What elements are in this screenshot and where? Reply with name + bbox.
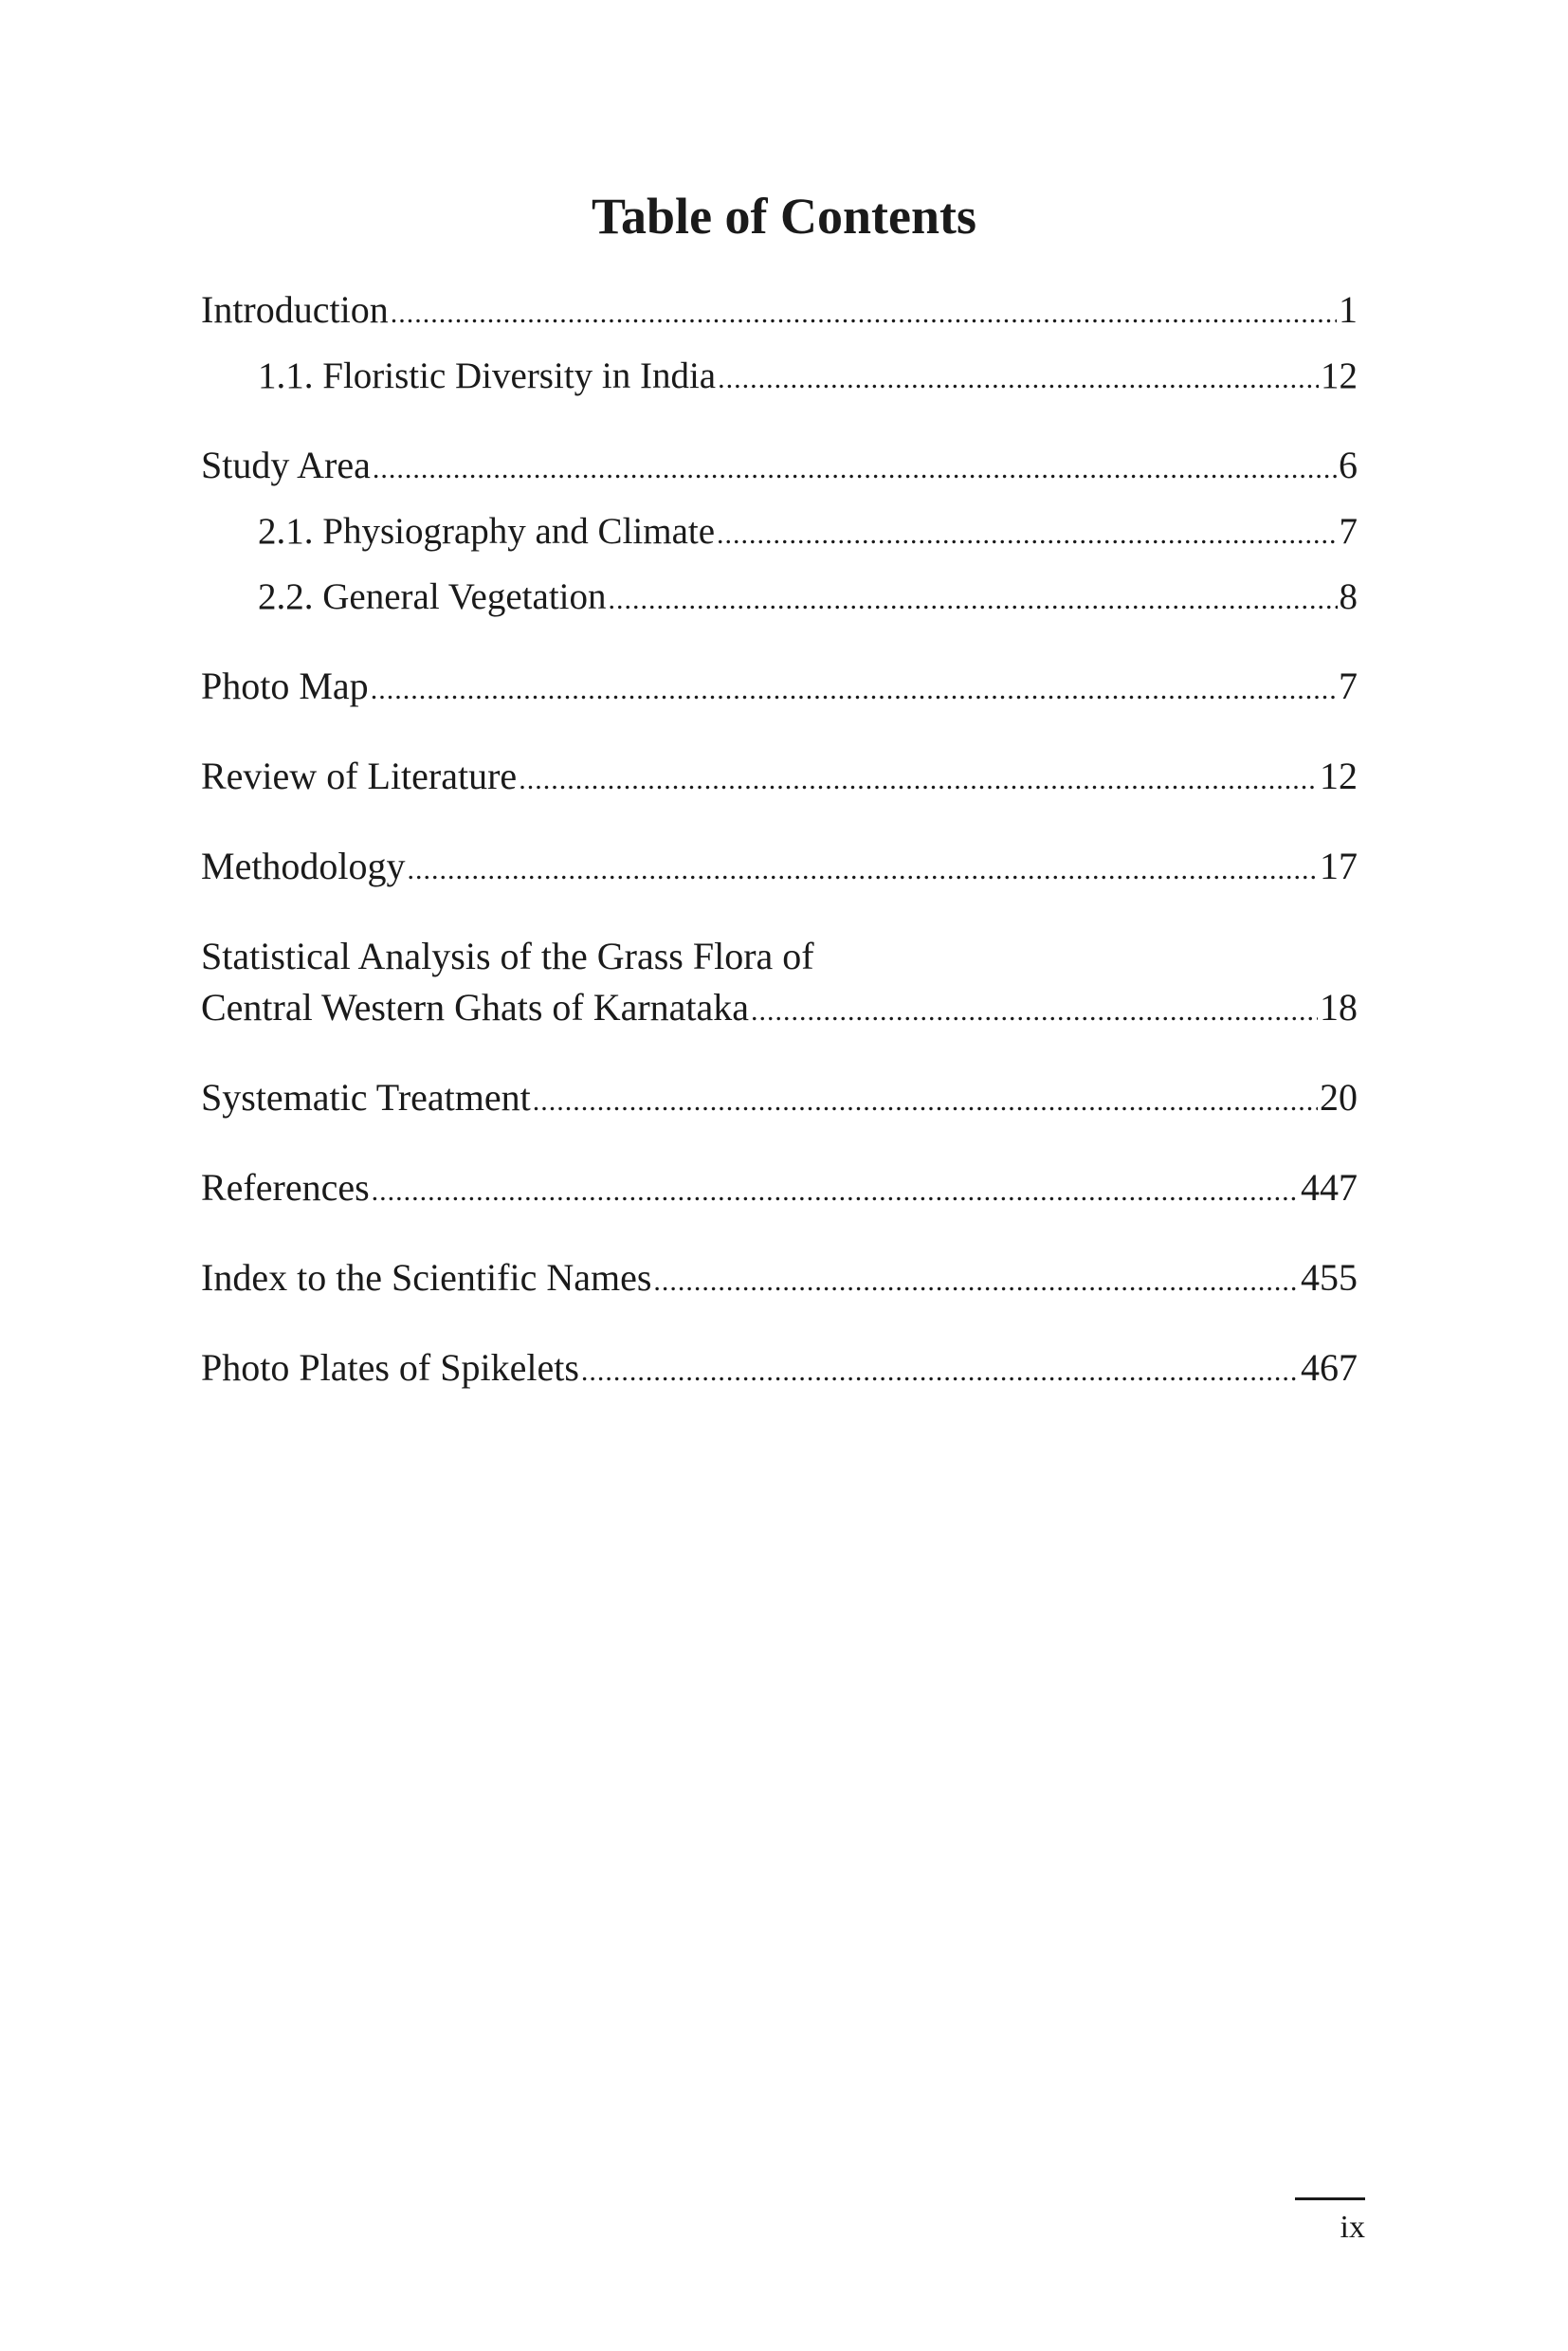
dot-leader (751, 986, 1318, 1037)
dot-leader (653, 1256, 1299, 1307)
toc-entry-label: Central Western Ghats of Karnataka (201, 986, 750, 1029)
toc-entry-page: 17 (1320, 845, 1358, 887)
toc-entry-index-scientific-names[interactable] (201, 1252, 1358, 1307)
toc-entry-label: 2.1. Physiography and Climate (258, 511, 716, 552)
dot-leader (391, 288, 1337, 339)
toc-entry-photo-map[interactable] (201, 661, 1358, 716)
toc-entry-methodology[interactable] (201, 841, 1358, 896)
toc-entry-page: 12 (1320, 755, 1358, 797)
toc-entry-statistical-analysis[interactable] (201, 931, 1358, 1037)
dot-leader (371, 665, 1337, 716)
toc-entry-page: 20 (1320, 1076, 1358, 1119)
toc-entry-page: 18 (1320, 986, 1358, 1029)
toc-entry-photo-plates[interactable] (201, 1342, 1358, 1397)
toc-entry-floristic-diversity[interactable] (201, 351, 1358, 405)
toc-entry-label: Study Area (201, 444, 371, 486)
toc-entry-page: 1 (1339, 288, 1358, 331)
dot-leader (373, 444, 1337, 495)
toc-entry-label: Index to the Scientific Names (201, 1256, 652, 1299)
toc-entry-page: 455 (1301, 1256, 1358, 1299)
toc-entry-label: Photo Map (201, 665, 369, 707)
toc-entry-page: 467 (1301, 1346, 1358, 1389)
table-of-contents (201, 284, 1358, 1397)
toc-entry-page: 8 (1339, 576, 1358, 617)
folio-rule (1295, 2197, 1365, 2200)
toc-entry-page: 7 (1339, 511, 1358, 552)
toc-entry-introduction[interactable] (201, 284, 1358, 339)
toc-entry-references[interactable] (201, 1162, 1358, 1217)
toc-entry-study-area[interactable] (201, 440, 1358, 495)
toc-entry-systematic-treatment[interactable] (201, 1072, 1358, 1127)
toc-entry-label: Introduction (201, 288, 389, 331)
dot-leader (718, 354, 1319, 405)
toc-entry-label: Systematic Treatment (201, 1076, 531, 1119)
dot-leader (581, 1346, 1299, 1397)
toc-entry-page: 7 (1339, 665, 1358, 707)
toc-entry-label: References (201, 1166, 370, 1209)
dot-leader (408, 845, 1318, 896)
dot-leader (519, 755, 1318, 806)
toc-entry-general-vegetation[interactable] (201, 572, 1358, 626)
toc-entry-label: Methodology (201, 845, 406, 887)
dot-leader (533, 1076, 1318, 1127)
toc-entry-physiography[interactable] (201, 506, 1358, 560)
toc-entry-page: 447 (1301, 1166, 1358, 1209)
dot-leader (372, 1166, 1299, 1217)
page-title: Table of Contents (591, 188, 977, 245)
toc-entry-label: 2.2. General Vegetation (258, 576, 607, 617)
dot-leader (609, 574, 1338, 626)
page-number: ix (1340, 2210, 1365, 2245)
toc-entry-label: Photo Plates of Spikelets (201, 1346, 579, 1389)
toc-entry-label: 1.1. Floristic Diversity in India (258, 355, 717, 396)
toc-entry-label: Review of Literature (201, 755, 518, 797)
toc-entry-label-line1: Statistical Analysis of the Grass Flora of (201, 935, 814, 977)
dot-leader (717, 509, 1337, 560)
toc-entry-page: 6 (1339, 444, 1358, 486)
toc-entry-review-of-literature[interactable] (201, 751, 1358, 806)
toc-entry-page: 12 (1321, 355, 1358, 396)
